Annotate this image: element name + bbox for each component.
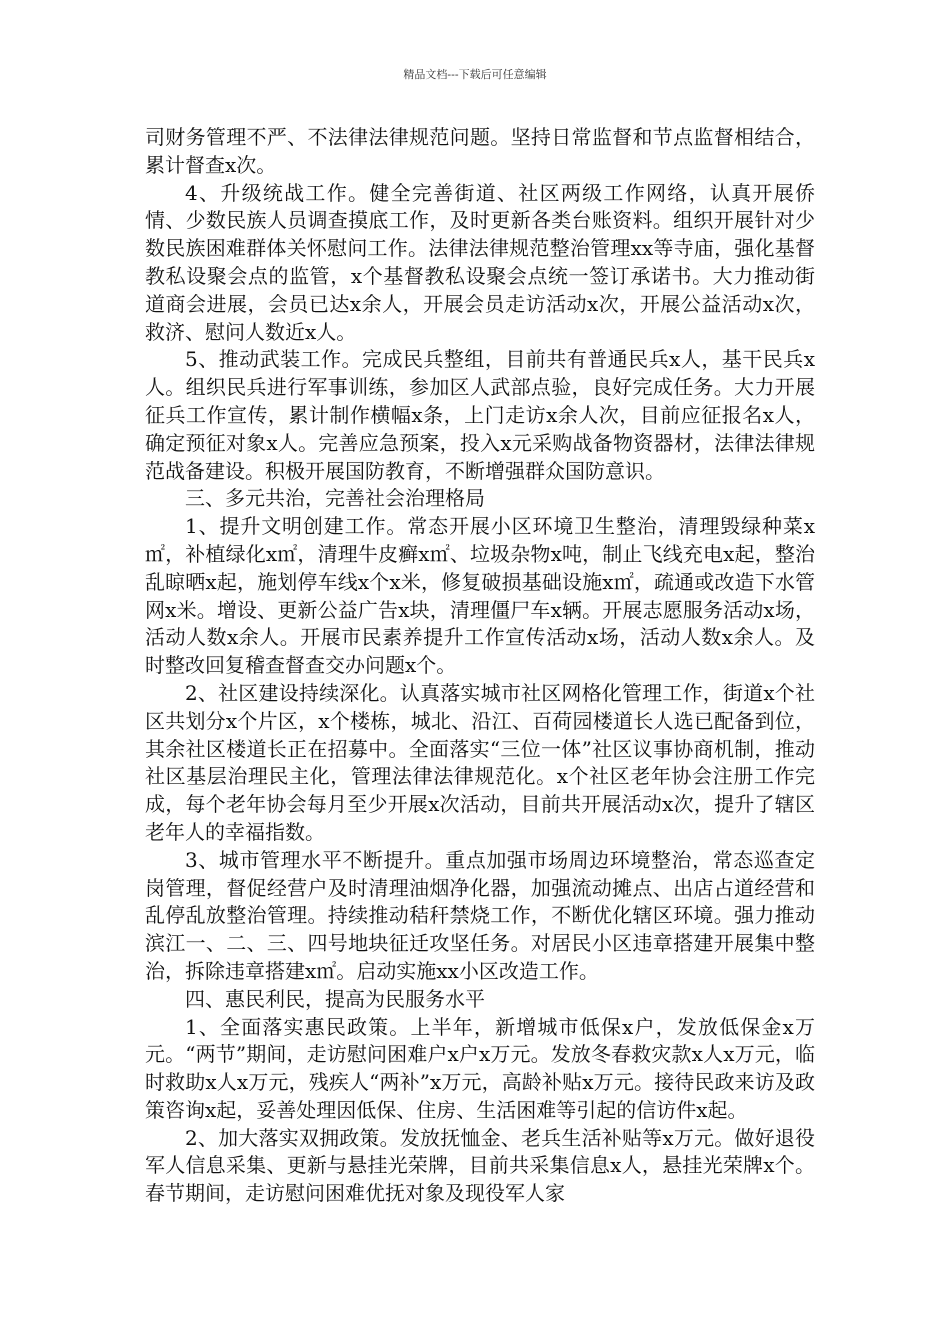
section-heading-4: 四、惠民利民，提高为民服务水平 (185, 986, 485, 1011)
paragraph-welfare-policy: 1、全面落实惠民政策。上半年，新增城市低保x户，发放低保金x万元。“两节”期间，走访慰问困难户x户x万元。发放冬春救灾款x人x万元，临时救助x人x万元，残疾人“两补”x万元，高龄补贴x万元。接待民政来访及政策咨询x起，妥善处理因低保、住房、生活困难等引起的信访件x起。 (145, 1014, 815, 1122)
section-heading-3: 三、多元共治，完善社会治理格局 (185, 486, 485, 511)
paragraph-community: 2、社区建设持续深化。认真落实城市社区网格化管理工作，街道x个社区共划分x个片区，x个楼栋，城北、沿江、百荷园楼道长人选已配备到位，其余社区楼道长正在招募中。全面落实“三位一体”社区议事协商机制，推动社区基层治理民主化，管理法律法律规范化。x个社区老年协会注册工作完成，每个老年协会每月至少开展x次活动，目前共开展活动x次，提升了辖区老年人的幸福指数。 (145, 680, 815, 844)
paragraph-united-front: 4、升级统战工作。健全完善街道、社区两级工作网络，认真开展侨情、少数民族人员调查摸底工作，及时更新各类台账资料。组织开展针对少数民族困难群体关怀慰问工作。法律法律规范整治管理xx等寺庙，强化基督教私设聚会点的监管，x个基督教私设聚会点统一签订承诺书。大力推动街道商会进展，会员已达x余人，开展会员走访活动x次，开展公益活动x次，救济、慰问人数近x人。 (145, 180, 815, 344)
paragraph-armed-forces: 5、推动武装工作。完成民兵整组，目前共有普通民兵x人，基干民兵x人。组织民兵进行军事训练，参加区人武部点验，良好完成任务。大力开展征兵工作宣传，累计制作横幅x条，上门走访x余人次，目前应征报名x人，确定预征对象x人。完善应急预案，投入x元采购战备物资器材，法律法律规范战备建设。积极开展国防教育，不断增强群众国防意识。 (145, 347, 815, 483)
paragraph-continuation: 司财务管理不严、不法律法律规范问题。坚持日常监督和节点监督相结合，累计督查x次。 (145, 125, 815, 177)
paragraph-military-support: 2、加大落实双拥政策。发放抚恤金、老兵生活补贴等x万元。做好退役军人信息采集、更新与悬挂光荣牌，目前共采集信息x人，悬挂光荣牌x个。春节期间，走访慰问困难优抚对象及现役军人家 (145, 1125, 815, 1206)
document-body (145, 124, 815, 1208)
page-header: 精品文档---下载后可任意编辑 (403, 68, 547, 81)
paragraph-civilization: 1、提升文明创建工作。常态开展小区环境卫生整治，清理毁绿种菜x㎡，补植绿化x㎡，清理牛皮癣x㎡、垃圾杂物x吨，制止飞线充电x起，整治乱晾晒x起，施划停车线x个x米，修复破损基础设施x㎡，疏通或改造下水管网x米。增设、更新公益广告x块，清理僵尸车x辆。开展志愿服务活动x场，活动人数x余人。开展市民素养提升工作宣传活动x场，活动人数x余人。及时整改回复稽查督查交办问题x个。 (145, 514, 815, 678)
paragraph-city-management: 3、城市管理水平不断提升。重点加强市场周边环境整治，常态巡查定岗管理，督促经营户及时清理油烟净化器，加强流动摊点、出店占道经营和乱停乱放整治管理。持续推动秸秆禁烧工作，不断优化辖区环境。强力推动滨江一、二、三、四号地块征迁攻坚任务。对居民小区违章搭建开展集中整治，拆除违章搭建x㎡。启动实施xx小区改造工作。 (145, 847, 815, 983)
